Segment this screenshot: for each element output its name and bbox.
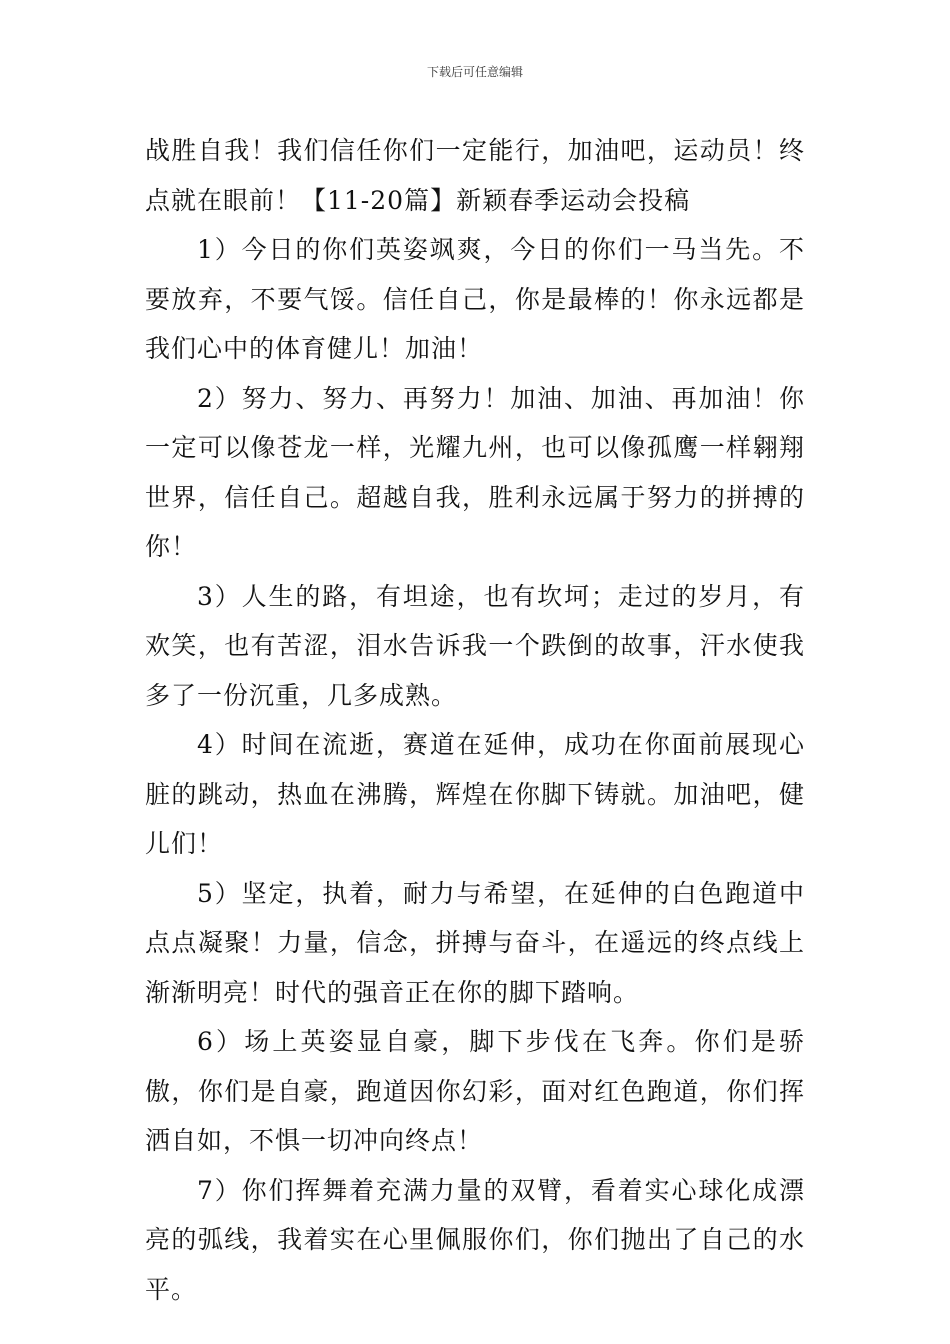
paragraph-item-2: 2）努力、努力、再努力！加油、加油、再加油！你一定可以像苍龙一样，光耀九州，也可以像孤鹰一样翱翔世界，信任自己。超越自我，胜利永远属于努力的拼搏的你！ [145, 383, 805, 561]
paragraph-item-4: 4）时间在流逝，赛道在延伸，成功在你面前展现心脏的跳动，热血在沸腾，辉煌在你脚下铸就。加油吧，健儿们！ [145, 730, 805, 858]
paragraph-intro: 战胜自我！我们信任你们一定能行，加油吧，运动员！终点就在眼前！【11-20篇】新颖春季运动会投稿 [145, 136, 805, 215]
document-body [145, 126, 805, 1314]
page-header: 下载后可任意编辑 [426, 65, 523, 79]
paragraph-item-1: 1）今日的你们英姿飒爽，今日的你们一马当先。不要放弃，不要气馁。信任自己，你是最棒的！你永远都是我们心中的体育健儿！加油！ [145, 235, 805, 363]
paragraph-item-5: 5）坚定，执着，耐力与希望，在延伸的白色跑道中点点凝聚！力量，信念，拼搏与奋斗，在遥远的终点线上渐渐明亮！时代的强音正在你的脚下踏响。 [145, 878, 805, 1007]
paragraph-item-6: 6）场上英姿显自豪，脚下步伐在飞奔。你们是骄傲，你们是自豪，跑道因你幻彩，面对红色跑道，你们挥洒自如，不惧一切冲向终点！ [145, 1027, 805, 1155]
paragraph-item-3: 3）人生的路，有坦途，也有坎坷；走过的岁月，有欢笑，也有苦涩，泪水告诉我一个跌倒的故事，汗水使我多了一份沉重，几多成熟。 [145, 581, 805, 710]
paragraph-item-7: 7）你们挥舞着充满力量的双臂，看着实心球化成漂亮的弧线，我着实在心里佩服你们，你们抛出了自己的水平。 [145, 1175, 805, 1304]
